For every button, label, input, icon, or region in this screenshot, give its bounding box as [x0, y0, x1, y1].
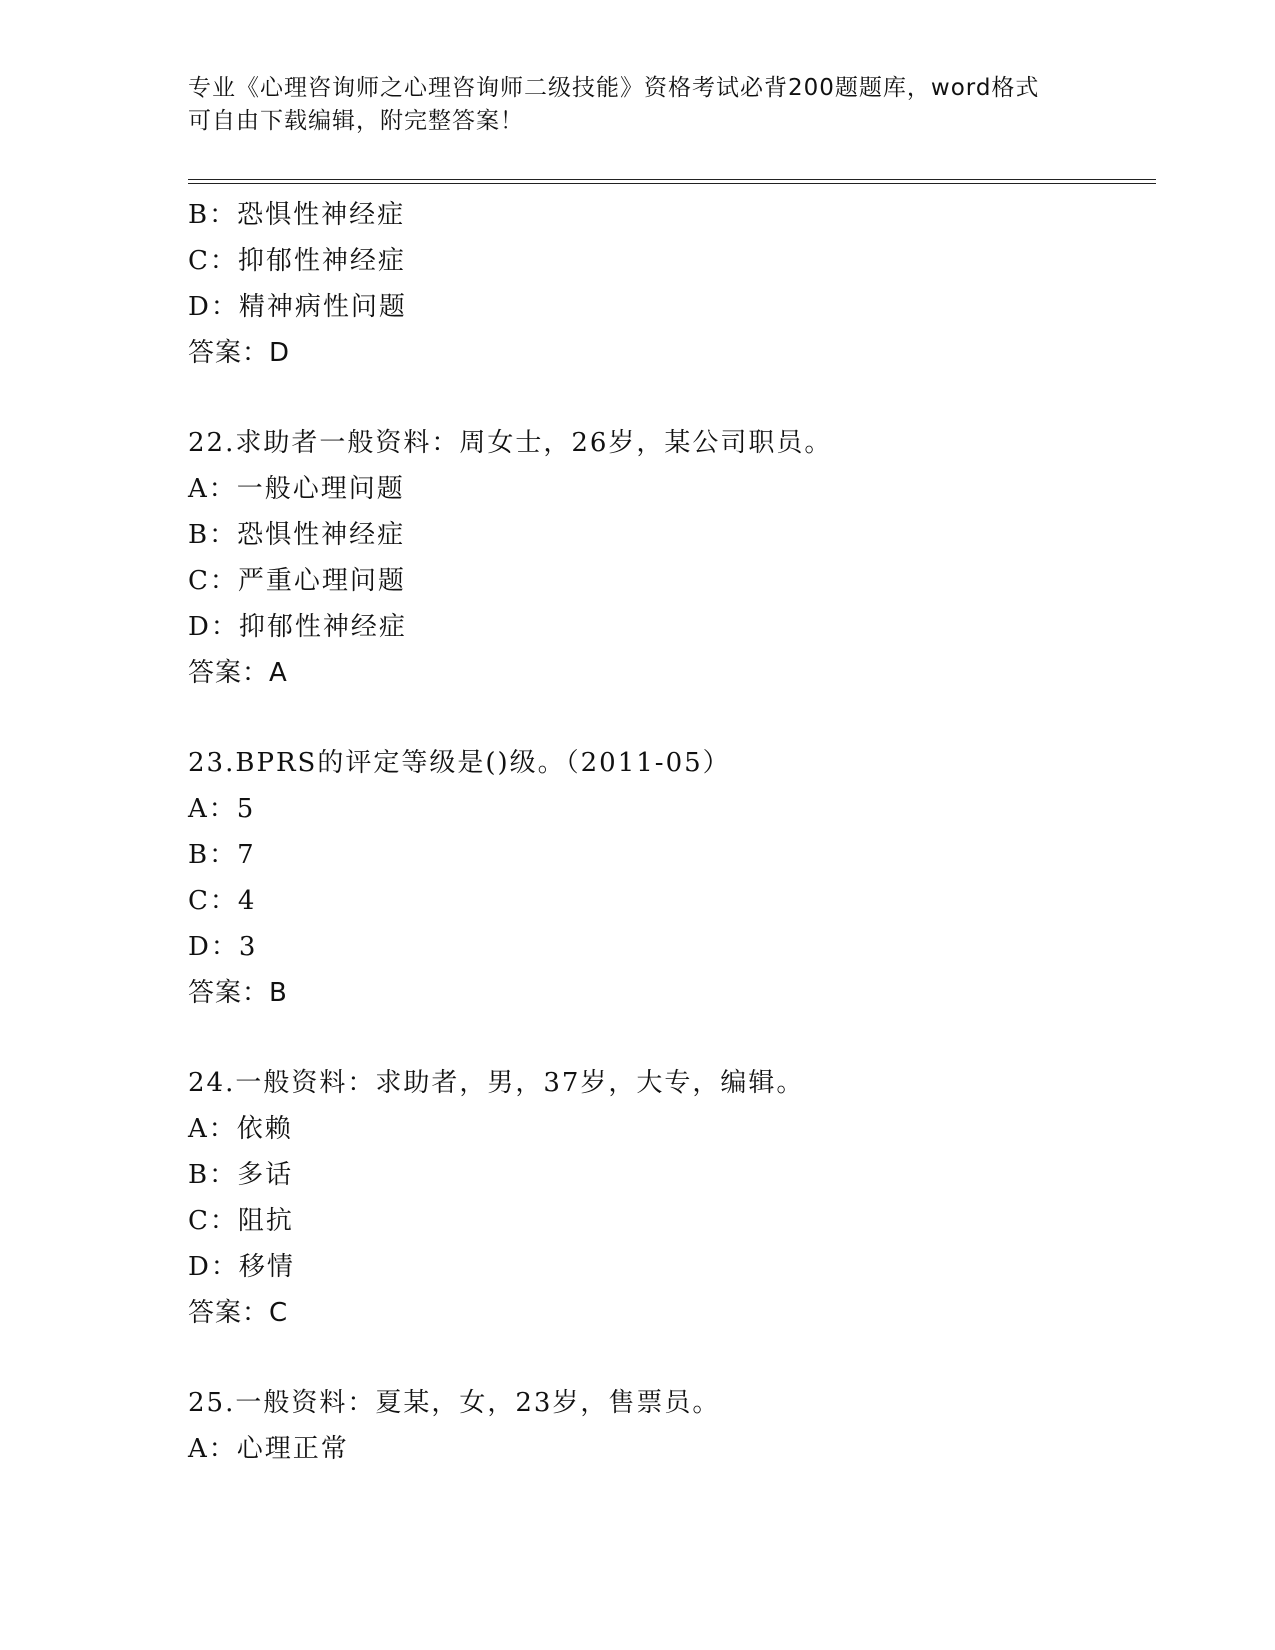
- question-gap: [188, 376, 1156, 420]
- option-d: D：移情: [188, 1252, 295, 1282]
- answer-line: 答案：C: [188, 1298, 289, 1328]
- option-b: B：恐惧性神经症: [188, 520, 406, 550]
- question-gap: [188, 1336, 1156, 1380]
- header-line-1: 专业《心理咨询师之心理咨询师二级技能》资格考试必背200题题库，word格式: [188, 75, 1040, 101]
- header-divider-bottom: [188, 183, 1156, 184]
- option-a: A：心理正常: [188, 1434, 349, 1464]
- question-21-continued: [188, 192, 1156, 376]
- answer-line: 答案：A: [188, 658, 288, 688]
- option-b: B：多话: [188, 1160, 294, 1190]
- option-c: C：抑郁性神经症: [188, 246, 406, 276]
- option-c: C：阻抗: [188, 1206, 294, 1236]
- option-a: A：5: [188, 794, 256, 824]
- question-gap: [188, 1016, 1156, 1060]
- option-d: D：3: [188, 932, 258, 962]
- option-b: B：恐惧性神经症: [188, 200, 406, 230]
- question-stem: 22.求助者一般资料：周女士，26岁，某公司职员。: [188, 428, 833, 458]
- option-c: C：严重心理问题: [188, 566, 406, 596]
- option-a: A：一般心理问题: [188, 474, 405, 504]
- question-stem: 23.BPRS的评定等级是()级。（2011-05）: [188, 748, 731, 778]
- question-23: [188, 740, 1156, 1016]
- option-a: A：依赖: [188, 1114, 293, 1144]
- document-header: [188, 72, 1068, 138]
- option-b: B：7: [188, 840, 256, 870]
- question-24: [188, 1060, 1156, 1336]
- header-line-2: 可自由下载编辑，附完整答案！: [188, 108, 524, 134]
- option-c: C：4: [188, 886, 257, 916]
- answer-line: 答案：B: [188, 978, 288, 1008]
- question-stem: 24.一般资料：求助者，男，37岁，大专，编辑。: [188, 1068, 805, 1098]
- question-stem: 25.一般资料：夏某，女，23岁，售票员。: [188, 1388, 721, 1418]
- question-25: [188, 1380, 1156, 1472]
- question-22: [188, 420, 1156, 696]
- answer-line: 答案：D: [188, 338, 291, 368]
- question-list: [188, 192, 1156, 1472]
- header-divider-top: [188, 179, 1156, 180]
- question-gap: [188, 696, 1156, 740]
- option-d: D：精神病性问题: [188, 292, 407, 322]
- option-d: D：抑郁性神经症: [188, 612, 407, 642]
